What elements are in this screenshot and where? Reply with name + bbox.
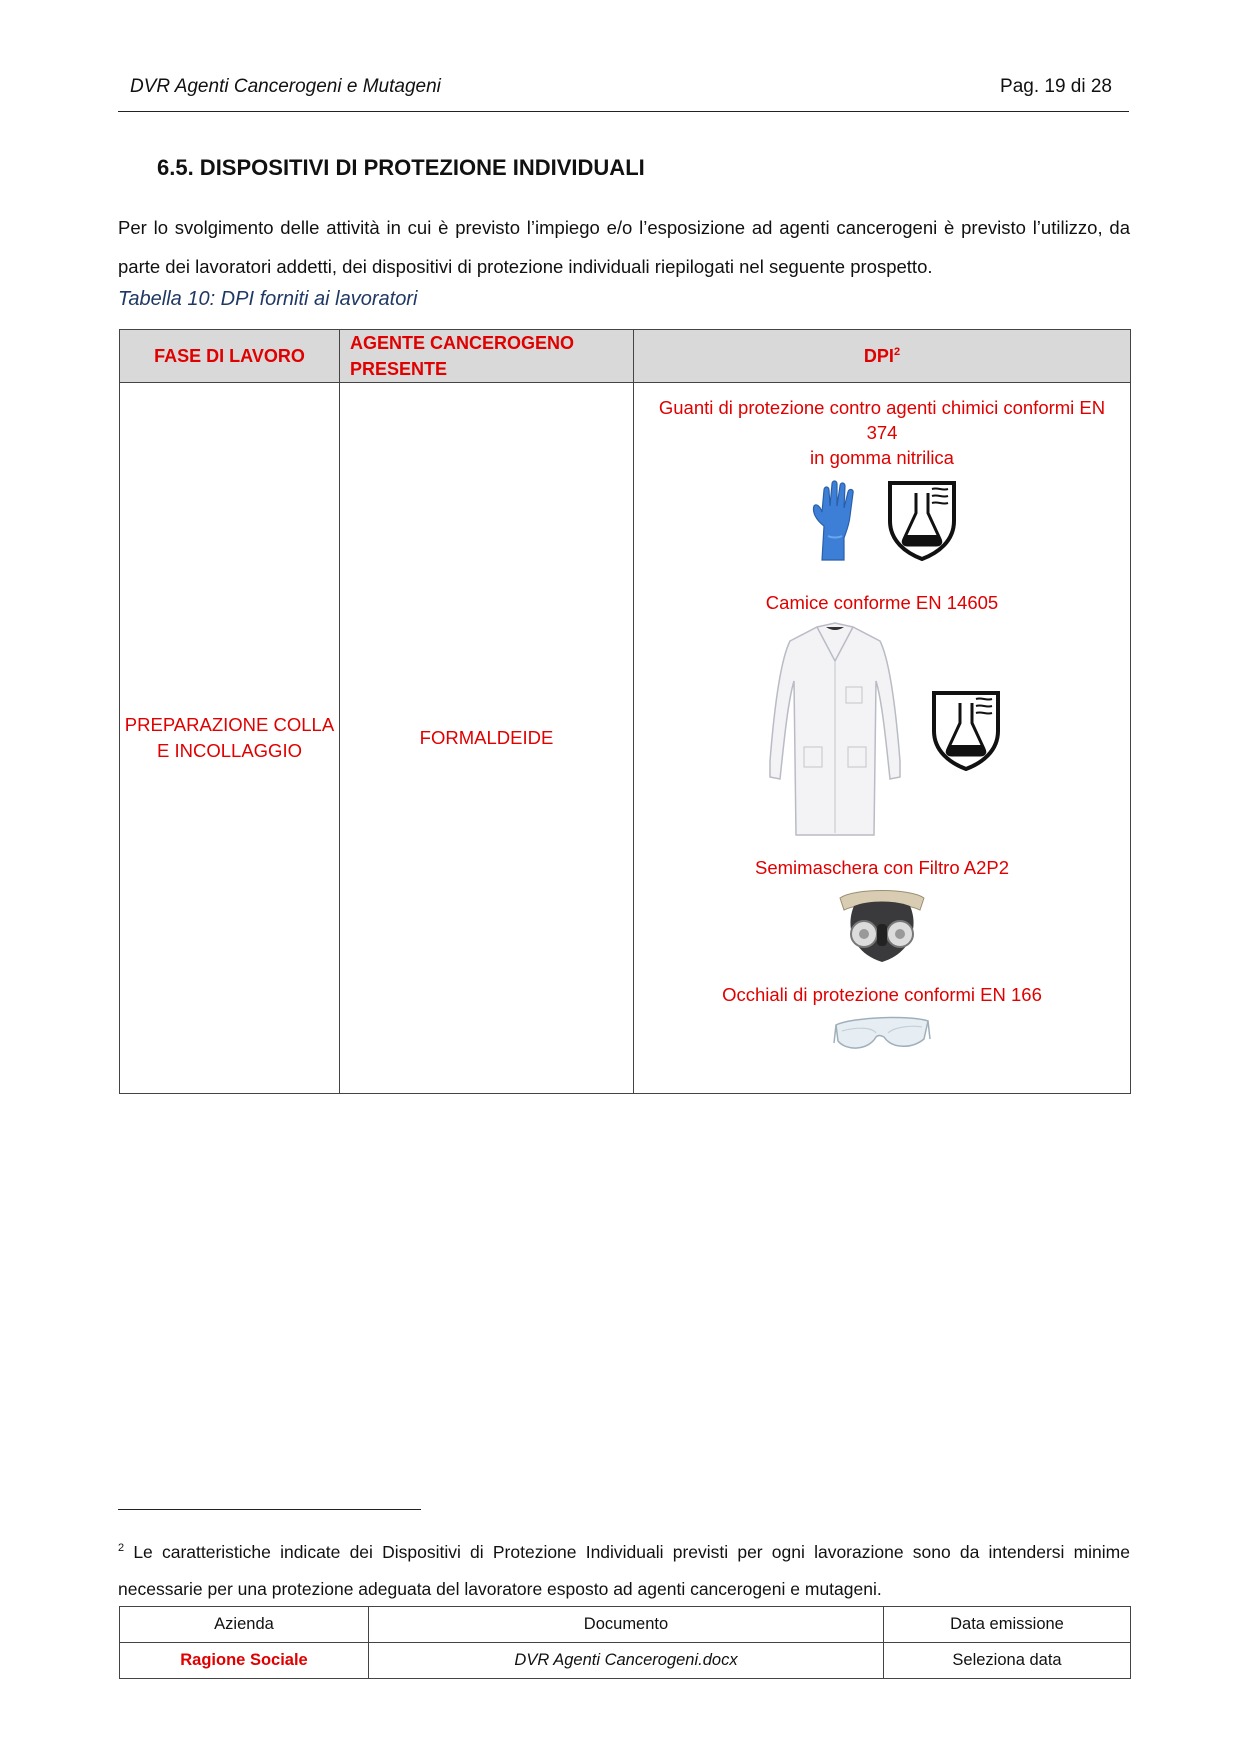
footer-label-data: Data emissione [884, 1607, 1131, 1643]
dpi-table-header-row [120, 330, 1131, 383]
page-number: Pag. 19 di 28 [1000, 76, 1112, 97]
dpi-gloves-label: Guanti di protezione contro agenti chimici conformi EN 374 [658, 397, 1106, 443]
section-title: 6.5. DISPOSITIVI DI PROTEZIONE INDIVIDUALI [157, 155, 645, 180]
dpi-coat-label: Camice conforme EN 14605 [765, 592, 999, 613]
dpi-item-halfmask [634, 855, 1130, 880]
dpi-item-goggles [634, 982, 1130, 1007]
table-caption: Tabella 10: DPI forniti ai lavoratori [118, 288, 418, 310]
document-header-title: DVR Agenti Cancerogeni e Mutageni [130, 76, 441, 97]
footer-value-documento: DVR Agenti Cancerogeni.docx [369, 1643, 884, 1679]
header-dpi-label: DPI [863, 345, 894, 366]
footer-table [119, 1606, 1131, 1679]
table-row [120, 383, 1131, 1094]
dpi-item-gloves [634, 395, 1130, 470]
footnote-number: 2 [118, 1542, 125, 1554]
footer-value-azienda[interactable]: Ragione Sociale [120, 1643, 369, 1679]
dpi-table [119, 329, 1131, 1094]
gloves-images [634, 476, 1130, 564]
halfmask-images [634, 884, 1130, 966]
footer-label-documento: Documento [369, 1607, 884, 1643]
header-agente: AGENTE CANCEROGENO PRESENTE [340, 330, 634, 383]
footnote-text: Le caratteristiche indicate dei Dispositivi di Protezione Individuali previsti per ogni lavorazione sono da intendersi minime necessarie per una protezione adeguata del lavoratore esposto ad agenti cancerogeni e mutageni. [118, 1541, 1130, 1599]
footer-value-row [120, 1643, 1131, 1679]
header-fase: FASE DI LAVORO [120, 330, 340, 383]
dpi-halfmask-label: Semimaschera con Filtro A2P2 [755, 857, 1009, 878]
footer-label-row [120, 1607, 1131, 1643]
goggles-images [634, 1009, 1130, 1061]
safety-glasses-icon [832, 1009, 932, 1061]
nitrile-glove-icon [806, 476, 862, 564]
header-dpi [634, 330, 1131, 383]
coat-images [634, 621, 1130, 839]
lab-coat-icon [762, 621, 908, 839]
chemical-protection-pictogram-icon [886, 479, 958, 561]
dpi-item-coat [634, 590, 1130, 615]
dpi-goggles-label: Occhiali di protezione conformi EN 166 [722, 984, 1042, 1005]
chemical-protection-pictogram-icon [930, 689, 1002, 771]
footer-value-data[interactable]: Seleziona data [884, 1643, 1131, 1679]
footer-label-azienda: Azienda [120, 1607, 369, 1643]
cell-dpi [634, 383, 1131, 1094]
intro-paragraph: Per lo svolgimento delle attività in cui è previsto l’impiego e/o l’esposizione ad agenti cancerogeni è previsto l’utilizzo, da parte dei lavoratori addetti, dei dispositivi di protezione individuali riepilogati nel seguente prospetto. [118, 217, 1130, 277]
header-divider [118, 111, 1129, 112]
half-mask-respirator-icon [834, 884, 930, 966]
dpi-gloves-material: in gomma nitrilica [810, 447, 954, 468]
footnote [118, 1530, 1130, 1608]
cell-fase: PREPARAZIONE COLLA E INCOLLAGGIO [120, 383, 340, 1094]
footnote-divider [118, 1509, 421, 1510]
footnote-ref: 2 [893, 345, 901, 358]
cell-agente: FORMALDEIDE [340, 383, 634, 1094]
